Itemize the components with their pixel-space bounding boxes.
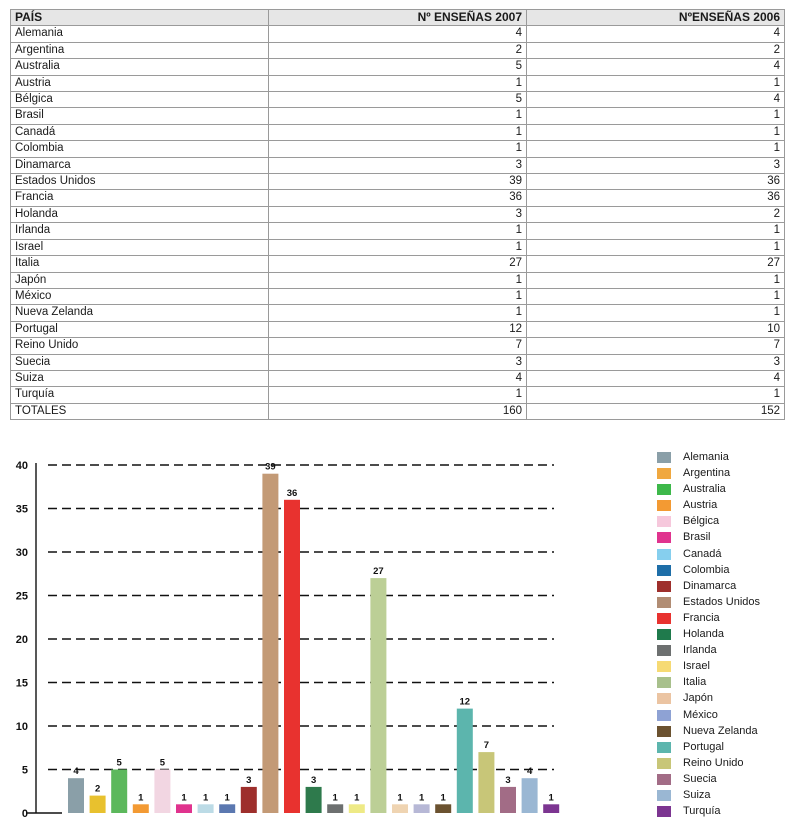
cell-totals-label: TOTALES: [11, 403, 269, 419]
legend-item: [657, 724, 797, 740]
legend-label: Colombia: [683, 563, 730, 576]
y-tick-label: 20: [15, 634, 28, 646]
y-tick-label: 0: [21, 808, 28, 820]
cell-2006: 1: [527, 75, 785, 91]
bar: [522, 778, 538, 813]
bar-value-label: 1: [354, 792, 360, 804]
cell-2006: 4: [527, 92, 785, 108]
y-tick-label: 30: [15, 547, 28, 559]
legend-label: Nueva Zelanda: [683, 724, 758, 737]
table-row: [11, 338, 785, 354]
legend-label: Brasil: [683, 531, 711, 544]
cell-2007: 1: [269, 272, 527, 288]
cell-country: Reino Unido: [11, 338, 269, 354]
bar: [198, 804, 214, 813]
bar: [262, 474, 278, 813]
bar-value-label: 1: [418, 792, 425, 804]
bar-value-label: 3: [310, 774, 317, 786]
cell-2007: 5: [269, 92, 527, 108]
legend-label: Holanda: [683, 628, 724, 641]
legend-label: Irlanda: [683, 644, 717, 657]
table-row: [11, 288, 785, 304]
bar: [68, 778, 84, 813]
cell-country: Bélgica: [11, 92, 269, 108]
legend-item: [657, 611, 797, 627]
bar: [392, 804, 408, 813]
table-row: [11, 59, 785, 75]
cell-2007: 3: [269, 206, 527, 222]
bar-value-label: 1: [548, 792, 554, 804]
table-header-row: [11, 10, 785, 26]
legend-label: Bélgica: [683, 515, 720, 528]
legend-item: [657, 579, 797, 595]
cell-country: Portugal: [11, 321, 269, 337]
bar: [154, 770, 170, 814]
legend-swatch: [657, 581, 671, 592]
data-table-container: [10, 9, 784, 420]
legend-swatch: [657, 452, 671, 463]
bar: [133, 804, 149, 813]
cell-2007: 4: [269, 26, 527, 42]
legend-swatch: [657, 677, 671, 688]
bar-value-label: 1: [332, 792, 338, 804]
bar: [90, 796, 106, 813]
legend-item: [657, 740, 797, 756]
table-row: [11, 108, 785, 124]
cell-2007: 36: [269, 190, 527, 206]
header-country: PAÍS: [11, 10, 269, 26]
table-row: [11, 272, 785, 288]
legend-label: Portugal: [683, 740, 724, 753]
cell-2006: 2: [527, 206, 785, 222]
chart-legend: [657, 450, 797, 820]
legend-swatch: [657, 645, 671, 656]
legend-label: Suecia: [683, 772, 717, 785]
cell-2007: 12: [269, 321, 527, 337]
table-row: [11, 174, 785, 190]
cell-2007: 5: [269, 59, 527, 75]
legend-swatch: [657, 693, 671, 704]
legend-swatch: [657, 629, 671, 640]
bar: [500, 787, 516, 813]
cell-2006: 1: [527, 124, 785, 140]
bar: [327, 804, 343, 813]
legend-swatch: [657, 806, 671, 817]
cell-2007: 1: [269, 141, 527, 157]
legend-swatch: [657, 726, 671, 737]
cell-2007: 3: [269, 157, 527, 173]
legend-swatch: [657, 516, 671, 527]
legend-swatch: [657, 742, 671, 753]
bar-value-label: 4: [73, 766, 79, 778]
bar-value-label: 5: [116, 757, 122, 769]
legend-label: Alemania: [683, 451, 729, 463]
cell-country: Alemania: [11, 26, 269, 42]
cell-2006: 1: [527, 239, 785, 255]
legend-label: Israel: [683, 660, 710, 673]
cell-2006: 1: [527, 272, 785, 288]
y-tick-label: 35: [15, 503, 28, 516]
legend-item: [657, 804, 797, 820]
legend-swatch: [657, 565, 671, 576]
cell-country: Francia: [11, 190, 269, 206]
legend-swatch: [657, 549, 671, 560]
header-2007: Nº ENSEÑAS 2007: [269, 10, 527, 26]
y-tick-label: 10: [15, 721, 28, 733]
legend-item: [657, 643, 797, 659]
cell-country: Suiza: [11, 370, 269, 386]
legend-swatch: [657, 468, 671, 479]
bar: [284, 500, 300, 813]
bar-value-label: 1: [138, 792, 144, 804]
legend-item: [657, 466, 797, 482]
cell-2006: 36: [527, 174, 785, 190]
cell-2007: 1: [269, 75, 527, 91]
table-row: [11, 305, 785, 321]
table-row: [11, 354, 785, 370]
bar: [111, 770, 127, 814]
bar: [478, 752, 494, 813]
bar: [219, 804, 235, 813]
table-row: [11, 370, 785, 386]
legend-label: Canadá: [683, 547, 722, 560]
bar-value-label: 39: [265, 461, 276, 473]
legend-item: [657, 691, 797, 707]
table-row: [11, 239, 785, 255]
cell-2006: 3: [527, 157, 785, 173]
legend-label: Estados Unidos: [683, 595, 761, 608]
legend-item: [657, 659, 797, 675]
cell-2007: 2: [269, 42, 527, 58]
y-tick-label: 40: [15, 460, 28, 472]
bar: [349, 804, 365, 813]
cell-country: Australia: [11, 59, 269, 75]
cell-2006: 10: [527, 321, 785, 337]
bar-value-label: 12: [459, 696, 471, 708]
cell-2006: 4: [527, 26, 785, 42]
bar-value-label: 1: [181, 792, 187, 804]
table-row: [11, 124, 785, 140]
cell-2007: 4: [269, 370, 527, 386]
bar: [241, 787, 257, 813]
bar: [370, 578, 386, 813]
legend-item: [657, 675, 797, 691]
table-row: [11, 256, 785, 272]
cell-country: Dinamarca: [11, 157, 269, 173]
cell-country: Austria: [11, 75, 269, 91]
table-totals-row: [11, 403, 785, 419]
legend-label: Suiza: [683, 788, 711, 801]
bar: [176, 804, 192, 813]
legend-item: [657, 450, 797, 466]
bar-value-label: 5: [159, 757, 166, 769]
cell-country: Holanda: [11, 206, 269, 222]
cell-country: Suecia: [11, 354, 269, 370]
legend-label: Austria: [683, 499, 718, 512]
cell-2006: 7: [527, 338, 785, 354]
table-row: [11, 141, 785, 157]
cell-2006: 1: [527, 305, 785, 321]
cell-2007: 1: [269, 288, 527, 304]
cell-2007: 1: [269, 387, 527, 403]
cell-2006: 27: [527, 256, 785, 272]
data-table: [10, 9, 785, 420]
bar-value-label: 36: [286, 487, 298, 499]
cell-totals-2007: 160: [269, 403, 527, 419]
y-tick-label: 25: [15, 590, 28, 603]
table-row: [11, 42, 785, 58]
cell-2006: 3: [527, 354, 785, 370]
cell-country: México: [11, 288, 269, 304]
table-row: [11, 75, 785, 91]
legend-swatch: [657, 661, 671, 672]
table-row: [11, 321, 785, 337]
legend-swatch: [657, 790, 671, 801]
cell-country: Colombia: [11, 141, 269, 157]
cell-country: Turquía: [11, 387, 269, 403]
bar: [306, 787, 322, 813]
legend-item: [657, 498, 797, 514]
legend-item: [657, 547, 797, 563]
table-row: [11, 387, 785, 403]
legend-label: Reino Unido: [683, 756, 744, 769]
bar-value-label: 4: [526, 766, 533, 778]
legend-label: Japón: [683, 692, 713, 705]
y-tick-label: 15: [15, 677, 28, 690]
bar-value-label: 1: [202, 792, 209, 804]
legend-label: Turquía: [683, 805, 721, 818]
legend-swatch: [657, 758, 671, 769]
table-row: [11, 190, 785, 206]
table-row: [11, 92, 785, 108]
table-row: [11, 26, 785, 42]
bar-value-label: 27: [373, 566, 384, 578]
legend-swatch: [657, 532, 671, 543]
cell-2006: 36: [527, 190, 785, 206]
bar-value-label: 3: [505, 774, 511, 786]
cell-2007: 1: [269, 124, 527, 140]
legend-swatch: [657, 484, 671, 495]
bar-value-label: 7: [483, 740, 490, 752]
cell-country: Japón: [11, 272, 269, 288]
bar: [457, 709, 473, 813]
legend-item: [657, 482, 797, 498]
legend-item: [657, 788, 797, 804]
bar: [543, 804, 559, 813]
legend-label: Italia: [683, 676, 707, 689]
table-row: [11, 223, 785, 239]
legend-swatch: [657, 613, 671, 624]
legend-label: Dinamarca: [683, 579, 737, 592]
legend-label: Argentina: [683, 467, 731, 480]
legend-item: [657, 530, 797, 546]
cell-2006: 1: [527, 387, 785, 403]
legend-label: Australia: [683, 483, 726, 496]
y-tick-label: 5: [21, 764, 28, 777]
legend-swatch: [657, 774, 671, 785]
bar: [414, 804, 430, 813]
cell-country: Irlanda: [11, 223, 269, 239]
cell-country: Israel: [11, 239, 269, 255]
cell-country: Italia: [11, 256, 269, 272]
legend-label: México: [683, 708, 718, 721]
bar-value-label: 1: [397, 792, 403, 804]
cell-2007: 39: [269, 174, 527, 190]
cell-2006: 1: [527, 223, 785, 239]
cell-2007: 1: [269, 223, 527, 239]
bar-value-label: 3: [246, 774, 252, 786]
cell-2007: 7: [269, 338, 527, 354]
cell-2006: 1: [527, 108, 785, 124]
cell-totals-2006: 152: [527, 403, 785, 419]
bar-value-label: 1: [440, 792, 446, 804]
legend-swatch: [657, 500, 671, 511]
legend-label: Francia: [683, 611, 720, 624]
cell-country: Estados Unidos: [11, 174, 269, 190]
cell-2007: 1: [269, 305, 527, 321]
cell-2007: 27: [269, 256, 527, 272]
legend-swatch: [657, 710, 671, 721]
cell-country: Brasil: [11, 108, 269, 124]
cell-country: Argentina: [11, 42, 269, 58]
cell-country: Nueva Zelanda: [11, 305, 269, 321]
bar-chart: [0, 448, 650, 829]
bar-value-label: 1: [224, 792, 230, 804]
legend-item: [657, 563, 797, 579]
legend-item: [657, 514, 797, 530]
cell-country: Canadá: [11, 124, 269, 140]
header-2006: NºENSEÑAS 2006: [527, 10, 785, 26]
legend-item: [657, 595, 797, 611]
legend-item: [657, 756, 797, 772]
cell-2006: 1: [527, 141, 785, 157]
legend-item: [657, 627, 797, 643]
cell-2007: 1: [269, 239, 527, 255]
cell-2006: 4: [527, 59, 785, 75]
table-row: [11, 157, 785, 173]
legend-item: [657, 708, 797, 724]
cell-2007: 1: [269, 108, 527, 124]
legend-item: [657, 772, 797, 788]
cell-2007: 3: [269, 354, 527, 370]
legend-swatch: [657, 597, 671, 608]
bar: [435, 804, 451, 813]
cell-2006: 2: [527, 42, 785, 58]
cell-2006: 4: [527, 370, 785, 386]
cell-2006: 1: [527, 288, 785, 304]
table-row: [11, 206, 785, 222]
bar-value-label: 2: [94, 783, 101, 795]
